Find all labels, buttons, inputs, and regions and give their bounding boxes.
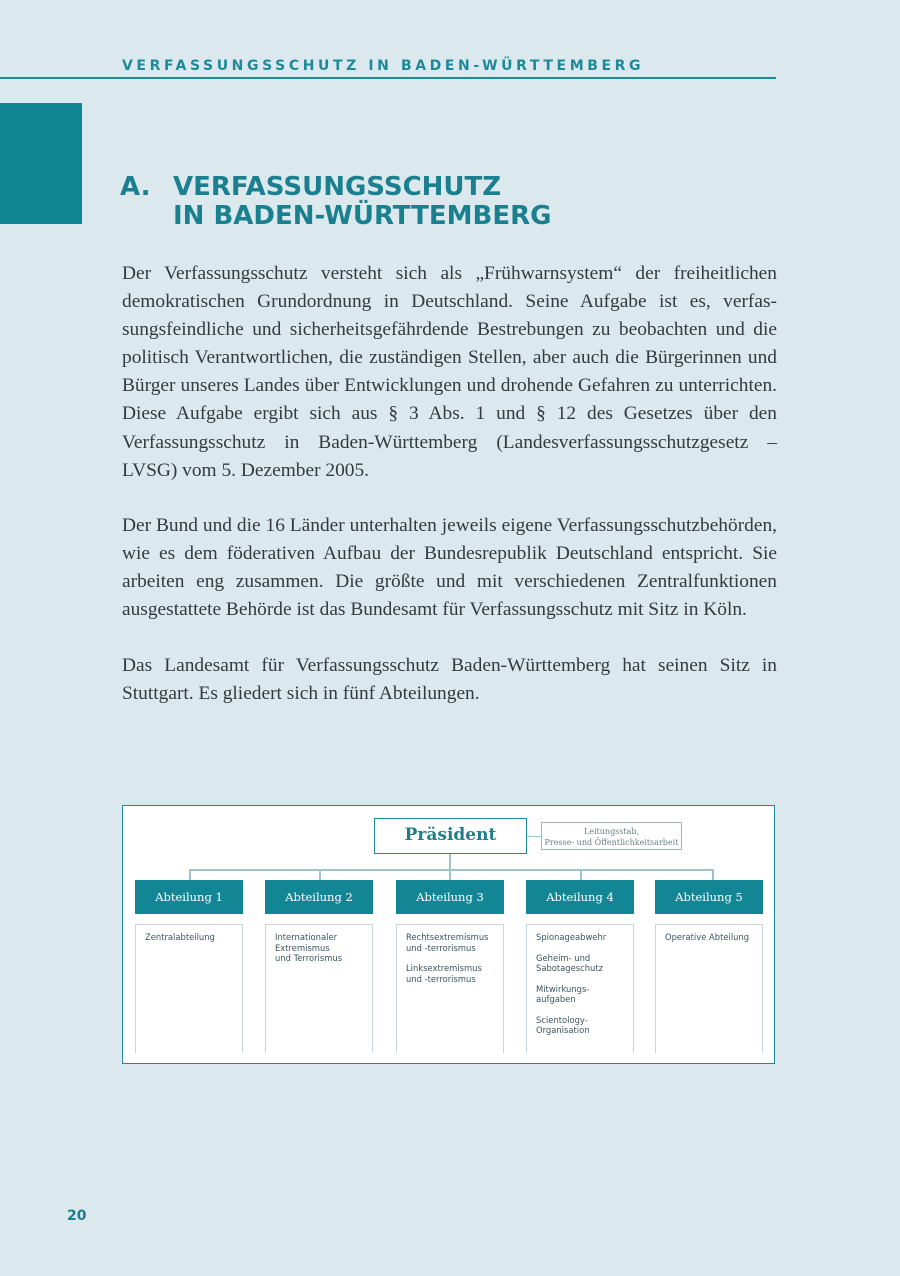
body-paragraph-3: Das Landesamt für Verfassungsschutz Baden-Württemberg hat seinen Sitz in Stuttgart. Es gliedert sich in fünf Abteilungen. (122, 655, 777, 705)
task-item: Operative Abteilung (665, 932, 750, 942)
chapter-marker-block (0, 103, 82, 224)
task-item: Mitwirkungs- aufgaben (536, 983, 590, 1004)
connector-dept-2 (319, 869, 321, 880)
connector-dept-5 (712, 869, 714, 880)
department-1-box: Abteilung 1 (135, 880, 243, 914)
task-item: Linksextremismus und -terrorismus (406, 963, 482, 984)
task-item: Rechtsextremismus und -terrorismus (406, 932, 489, 953)
department-4-box: Abteilung 4 (526, 880, 634, 914)
department-2-tasks (265, 924, 373, 1053)
department-3-box: Abteilung 3 (396, 880, 504, 914)
connector-president-down (449, 854, 451, 870)
task-item: Geheim- und Sabotageschutz (536, 952, 604, 973)
staff-line-2: Presse- und Öffentlichkeitsarbeit (544, 838, 679, 847)
task-item: Spionageabwehr (536, 932, 607, 942)
header-rule (0, 77, 776, 79)
department-2-box: Abteilung 2 (265, 880, 373, 914)
task-item: Scientology- Organisation (536, 1014, 590, 1035)
staff-line-1: Leitungsstab, (583, 827, 640, 836)
connector-dept-1 (189, 869, 191, 880)
department-4-tasks (526, 924, 634, 1053)
org-chart (122, 805, 775, 1064)
connector-dept-4 (580, 869, 582, 880)
department-1-tasks (135, 924, 243, 1053)
section-title-line-1: VERFASSUNGSSCHUTZ (173, 172, 502, 202)
connector-president-staff (527, 836, 541, 837)
task-item: Internationaler Extremismus und Terrorismus (275, 932, 343, 963)
running-head: VERFASSUNGSSCHUTZ IN BADEN-WÜRTTEMBERG (122, 58, 645, 74)
body-paragraph-1: Der Verfassungsschutz versteht sich als „Frühwarnsystem“ der freiheitlichen demokratischen Grundordnung in Deutschland. Seine Aufgabe ist es, verfassungsfeindliche und sicherheitsgefährdende Bestrebungen zu beobachten und die politisch Verantwortlichen, die zuständigen Stellen, aber auch die Bürgerinnen und Bürger unseres Landes über Entwicklungen und drohende Gefahren zu unterrichten. Diese Aufgabe ergibt sich aus § 3 Abs. 1 und § 12 des Gesetzes über den Verfassungsschutz in Baden-Württemberg (Landesverfassungsschutzgesetz – LVSG) vom 5. Dezember 2005. (122, 263, 777, 481)
department-5-tasks (655, 924, 763, 1053)
department-5-box: Abteilung 5 (655, 880, 763, 914)
president-box: Präsident (374, 818, 527, 854)
department-3-tasks (396, 924, 504, 1053)
page-number: 20 (67, 1208, 87, 1224)
section-letter: A. (120, 172, 151, 202)
section-title-line-2: IN BADEN-WÜRTTEMBERG (173, 201, 552, 231)
connector-dept-3 (449, 869, 451, 880)
connector-horizontal (189, 869, 713, 871)
staff-box (541, 822, 682, 850)
body-paragraph-2: Der Bund und die 16 Länder unterhalten jeweils eigene Verfassungsschutzbehörden, wie es dem föderativen Aufbau der Bundesrepublik Deutschland entspricht. Sie arbeiten eng zusammen. Die größte und mit verschiedenen Zentralfunktionen ausgestattete Behörde ist das Bundesamt für Verfassungsschutz mit Sitz in Köln. (122, 515, 777, 621)
task-item: Zentralabteilung (145, 932, 215, 942)
